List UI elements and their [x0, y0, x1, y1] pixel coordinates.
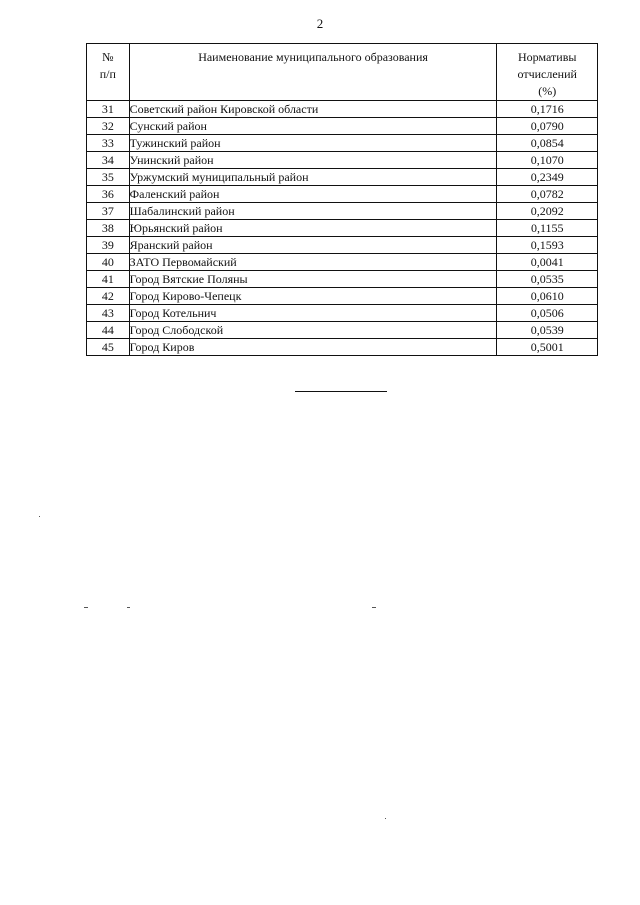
table-row [87, 169, 598, 186]
row-number: 43 [87, 305, 130, 322]
norm-value: 0,0041 [497, 254, 598, 271]
municipality-name: Город Слободской [129, 322, 497, 339]
municipality-name: Город Котельнич [129, 305, 497, 322]
row-number: 37 [87, 203, 130, 220]
norm-value: 0,0610 [497, 288, 598, 305]
norm-value: 0,2349 [497, 169, 598, 186]
municipality-name: ЗАТО Первомайский [129, 254, 497, 271]
scan-speck [39, 516, 40, 517]
table-row [87, 237, 598, 254]
norm-value: 0,1593 [497, 237, 598, 254]
scan-speck [127, 607, 130, 608]
norm-value: 0,0790 [497, 118, 598, 135]
row-number: 38 [87, 220, 130, 237]
table-row [87, 101, 598, 118]
municipality-name: Уржумский муниципальный район [129, 169, 497, 186]
row-number: 39 [87, 237, 130, 254]
table-row [87, 186, 598, 203]
header-norm [497, 44, 598, 101]
table-row [87, 203, 598, 220]
municipality-name: Город Кирово-Чепецк [129, 288, 497, 305]
table-row [87, 254, 598, 271]
table-row [87, 135, 598, 152]
row-number: 45 [87, 339, 130, 356]
municipality-name: Фаленский район [129, 186, 497, 203]
table-row [87, 271, 598, 288]
header-row-number [87, 44, 130, 101]
scan-speck [84, 607, 88, 608]
header-municipality-name [129, 44, 497, 101]
table-row [87, 152, 598, 169]
row-number: 34 [87, 152, 130, 169]
municipality-name: Шабалинский район [129, 203, 497, 220]
header-name-text: Наименование муниципального образования [198, 50, 428, 64]
row-number: 40 [87, 254, 130, 271]
municipality-name: Сунский район [129, 118, 497, 135]
row-number: 32 [87, 118, 130, 135]
scan-speck [372, 607, 376, 608]
table-row [87, 339, 598, 356]
norm-value: 0,5001 [497, 339, 598, 356]
norms-table [86, 43, 598, 356]
norm-value: 0,0854 [497, 135, 598, 152]
norm-value: 0,0506 [497, 305, 598, 322]
table-body [87, 101, 598, 356]
row-number: 31 [87, 101, 130, 118]
row-number: 33 [87, 135, 130, 152]
header-number-abbrev: п/п [99, 67, 116, 81]
table-row [87, 322, 598, 339]
municipality-name: Город Киров [129, 339, 497, 356]
row-number: 35 [87, 169, 130, 186]
end-of-document-rule [295, 391, 387, 392]
municipality-name: Яранский район [129, 237, 497, 254]
row-number: 41 [87, 271, 130, 288]
table-row [87, 288, 598, 305]
row-number: 36 [87, 186, 130, 203]
norm-value: 0,2092 [497, 203, 598, 220]
table-header-row [87, 44, 598, 101]
table-row [87, 220, 598, 237]
municipality-name: Унинский район [129, 152, 497, 169]
municipality-name: Город Вятские Поляны [129, 271, 497, 288]
norm-value: 0,0539 [497, 322, 598, 339]
norm-value: 0,1716 [497, 101, 598, 118]
municipality-name: Юрьянский район [129, 220, 497, 237]
table-row [87, 305, 598, 322]
norm-value: 0,1070 [497, 152, 598, 169]
norm-value: 0,0535 [497, 271, 598, 288]
municipality-name: Советский район Кировской области [129, 101, 497, 118]
header-norm-line1: Нормативы [518, 50, 577, 64]
header-norm-line3: (%) [538, 84, 557, 98]
header-norm-line2: отчислений [517, 67, 577, 81]
row-number: 44 [87, 322, 130, 339]
page-number: 2 [316, 16, 324, 31]
table-row [87, 118, 598, 135]
norm-value: 0,1155 [497, 220, 598, 237]
row-number: 42 [87, 288, 130, 305]
header-number-sign: № [102, 50, 114, 64]
municipality-name: Тужинский район [129, 135, 497, 152]
norm-value: 0,0782 [497, 186, 598, 203]
scan-speck [385, 818, 386, 819]
